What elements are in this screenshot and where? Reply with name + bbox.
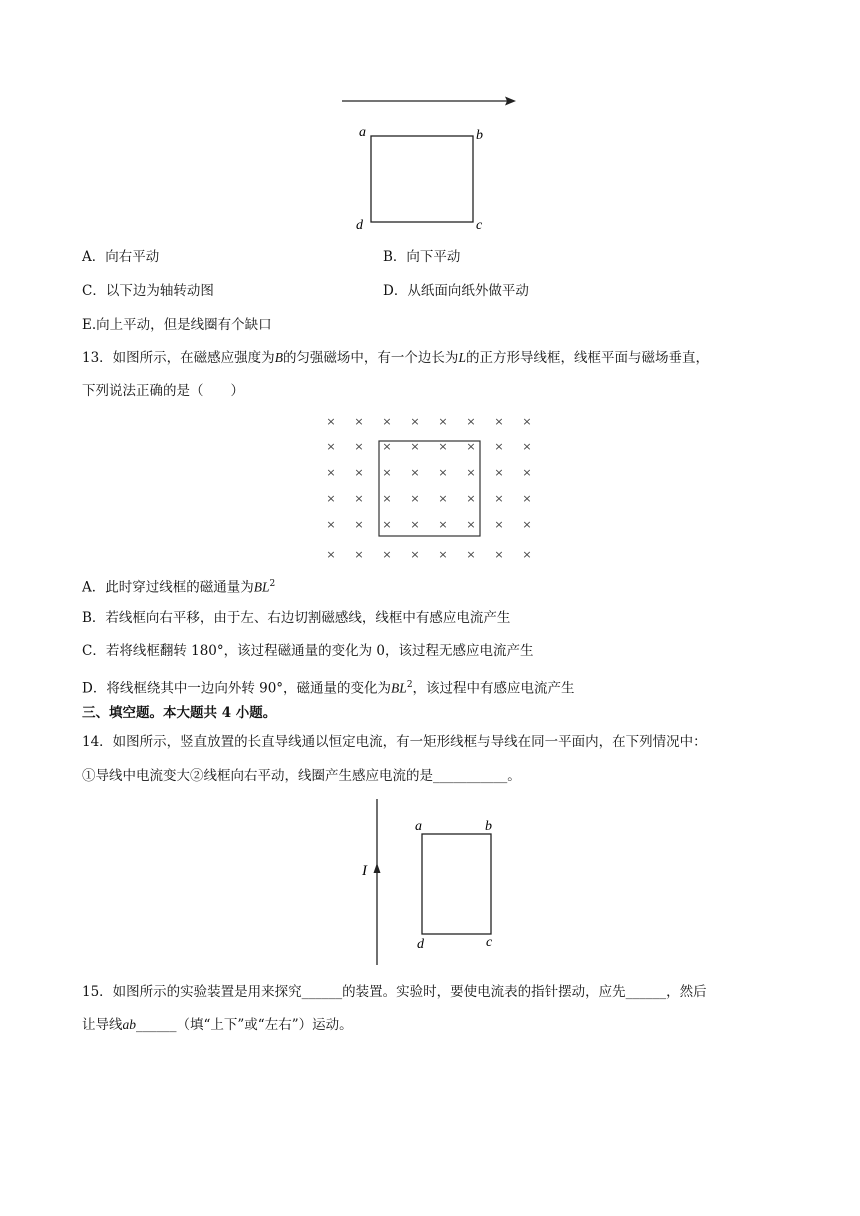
label-a: a xyxy=(415,819,422,834)
field-cross-mark: × xyxy=(382,548,392,561)
field-cross-mark: × xyxy=(438,492,448,505)
formula-bl: BL xyxy=(253,579,270,595)
field-cross-mark: × xyxy=(522,466,532,479)
field-cross-mark: × xyxy=(410,440,420,453)
field-cross-mark: × xyxy=(494,415,504,428)
q13-option-d xyxy=(82,675,575,699)
field-cross-mark: × xyxy=(438,466,448,479)
field-cross-mark: × xyxy=(522,440,532,453)
field-cross-mark: × xyxy=(466,548,476,561)
formula-exponent: 2 xyxy=(269,579,276,589)
q14-stem-line2: ①导线中电流变大②线框向右平动，线圈产生感应电流的是___________。 xyxy=(82,768,521,784)
field-cross-mark: × xyxy=(438,415,448,428)
field-cross-mark: × xyxy=(326,440,336,453)
field-cross-mark: × xyxy=(494,548,504,561)
formula-exponent: 2 xyxy=(406,680,413,690)
symbol-ab: ab xyxy=(122,1017,136,1032)
field-cross-grid xyxy=(326,415,531,561)
q13-text: 的正方形导线框，线框平面与磁场垂直， xyxy=(465,350,709,366)
field-cross-mark: × xyxy=(354,415,364,428)
field-cross-mark: × xyxy=(410,548,420,561)
field-cross-mark: × xyxy=(494,518,504,531)
current-arrow xyxy=(374,863,381,873)
q15-stem-line2 xyxy=(82,1015,353,1035)
field-cross-mark: × xyxy=(494,492,504,505)
field-cross-mark: × xyxy=(382,415,392,428)
q13-option-d-text: D．将线框绕其中一边向外转 90°，磁通量的变化为 xyxy=(82,680,392,697)
q13-stem-line2: 下列说法正确的是（ ） xyxy=(82,383,244,399)
q13-option-a xyxy=(82,574,275,598)
field-cross-mark: × xyxy=(354,518,364,531)
figure-q12 xyxy=(330,85,530,235)
q12-option-a: A．向右平动 xyxy=(82,249,160,265)
q12-option-d: D．从纸面向纸外做平动 xyxy=(383,283,529,299)
field-cross-mark: × xyxy=(326,492,336,505)
field-cross-mark: × xyxy=(494,440,504,453)
field-cross-mark: × xyxy=(326,415,336,428)
field-cross-mark: × xyxy=(326,466,336,479)
q15-text: ______（填“上下”或“左右”）运动。 xyxy=(136,1017,353,1033)
figure-q13 xyxy=(318,410,548,570)
field-cross-mark: × xyxy=(466,440,476,453)
field-cross-mark: × xyxy=(438,440,448,453)
section-heading: 三、填空题。本大题共 4 小题。 xyxy=(82,705,277,721)
q12-option-c: C．以下边为轴转动图 xyxy=(82,283,214,299)
field-cross-mark: × xyxy=(382,466,392,479)
field-cross-mark: × xyxy=(326,548,336,561)
field-cross-mark: × xyxy=(354,492,364,505)
rect-coil xyxy=(422,834,491,934)
field-cross-mark: × xyxy=(522,492,532,505)
label-d: d xyxy=(356,218,363,233)
field-cross-mark: × xyxy=(410,492,420,505)
q14-stem-line1: 14．如图所示，竖直放置的长直导线通以恒定电流，有一矩形线框与导线在同一平面内，在下列情况中： xyxy=(82,734,707,750)
label-current-i: I xyxy=(362,863,367,879)
field-cross-mark: × xyxy=(438,548,448,561)
symbol-l: L xyxy=(458,350,466,365)
field-cross-mark: × xyxy=(410,415,420,428)
label-c: c xyxy=(486,935,493,950)
q13-option-c: C．若将线框翻转 180°，该过程磁通量的变化为 0，该过程无感应电流产生 xyxy=(82,643,534,659)
label-b: b xyxy=(485,819,492,834)
field-cross-mark: × xyxy=(354,548,364,561)
q15-stem-line1: 15．如图所示的实验装置是用来探究______的装置。实验时，要使电流表的指针摆动，应先______，然后 xyxy=(82,984,707,1000)
field-cross-mark: × xyxy=(382,440,392,453)
label-b: b xyxy=(476,128,483,143)
field-cross-mark: × xyxy=(326,518,336,531)
field-cross-mark: × xyxy=(354,440,364,453)
symbol-b: B xyxy=(274,350,283,365)
label-a: a xyxy=(359,125,366,140)
field-cross-mark: × xyxy=(354,466,364,479)
field-cross-mark: × xyxy=(438,518,448,531)
field-cross-mark: × xyxy=(382,518,392,531)
square-coil xyxy=(379,441,480,536)
q15-text: 让导线 xyxy=(82,1017,123,1033)
q13-option-b: B．若线框向右平移，由于左、右边切割磁感线，线框中有感应电流产生 xyxy=(82,610,511,626)
coil-rectangle xyxy=(371,136,473,222)
q13-option-a-text: A．此时穿过线框的磁通量为 xyxy=(82,579,254,596)
field-cross-mark: × xyxy=(466,518,476,531)
q12-option-e: E.向上平动，但是线圈有个缺口 xyxy=(82,317,272,333)
field-cross-mark: × xyxy=(410,518,420,531)
q13-stem-line1 xyxy=(82,348,709,368)
q13-text: 的匀强磁场中，有一个边长为 xyxy=(282,350,459,366)
field-cross-mark: × xyxy=(522,518,532,531)
formula-bl: BL xyxy=(391,680,407,696)
q13-text: 13．如图所示，在磁感应强度为 xyxy=(82,350,275,366)
label-c: c xyxy=(476,218,483,233)
label-d: d xyxy=(417,937,424,952)
field-cross-mark: × xyxy=(494,466,504,479)
figure-q14 xyxy=(355,795,515,970)
field-cross-mark: × xyxy=(466,415,476,428)
field-cross-mark: × xyxy=(382,492,392,505)
field-cross-mark: × xyxy=(410,466,420,479)
field-cross-mark: × xyxy=(466,492,476,505)
field-cross-mark: × xyxy=(522,548,532,561)
field-cross-mark: × xyxy=(522,415,532,428)
q12-option-b: B．向下平动 xyxy=(383,249,461,265)
field-cross-mark: × xyxy=(466,466,476,479)
q13-option-d-text: ，该过程中有感应电流产生 xyxy=(412,680,575,697)
